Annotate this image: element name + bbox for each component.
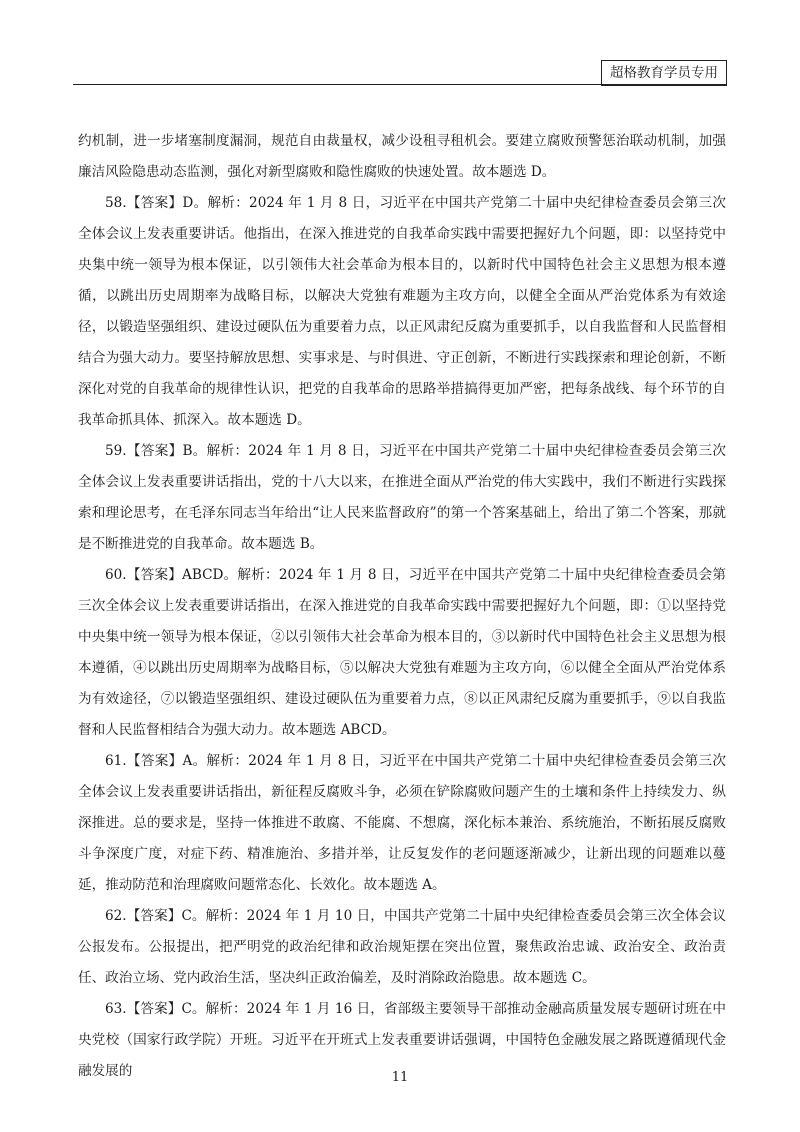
answer-63: 63.【答案】C。解析：2024 年 1 月 16 日，省部级主要领导干部推动金融高质量发展专题研讨班在中央党校（国家行政学院）开班。习近平在开班式上发表重要讲话强调，中国特色金融发展之路既遵循现代金融发展的	[78, 1001, 726, 1079]
answer-62: 62.【答案】C。解析：2024 年 1 月 10 日，中国共产党第二十届中央纪律检查委员会第三次全体会议公报发布。公报提出，把严明党的政治纪律和政治规矩摆在突出位置，聚焦政治忠诚、政治安全、政治责任、政治立场、党内政治生活，坚决纠正政治偏差，及时消除政治隐患。故本题选 C。	[78, 908, 726, 986]
header-rule	[73, 84, 727, 85]
answer-60: 60.【答案】ABCD。解析：2024 年 1 月 8 日，习近平在中国共产党第二十届中央纪律检查委员会第三次全体会议上发表重要讲话指出，在深入推进党的自我革命实践中需要把握好九个问题，即：①以坚持党中央集中统一领导为根本保证，②以引领伟大社会革命为根本目的，③以新时代中国特色社会主义思想为根本遵循，④以跳出历史周期率为战略目标，⑤以解决大党独有难题为主攻方向，⑥以健全全面从严治党体系为有效途径，⑦以锻造坚强组织、建设过硬队伍为重要着力点，⑧以正风肃纪反腐为重要抓手，⑨以自我监督和人民监督相结合为强大动力。故本题选 ABCD。	[78, 567, 726, 738]
answer-59: 59.【答案】B。解析：2024 年 1 月 8 日，习近平在中国共产党第二十届中央纪律检查委员会第三次全体会议上发表重要讲话指出，党的十八大以来，在推进全面从严治党的伟大实践中，我们不断进行实践探索和理论思考，在毛泽东同志当年给出“让人民来监督政府”的第一个答案基础上，给出了第二个答案，那就是不断推进党的自我革命。故本题选 B。	[78, 443, 726, 552]
paragraph-continuation: 约机制，进一步堵塞制度漏洞，规范自由裁量权，减少设租寻租机会。要建立腐败预警惩治联动机制，加强廉洁风险隐患动态监测，强化对新型腐败和隐性腐败的快速处置。故本题选 D。	[78, 133, 726, 180]
header-label: 超格教育学员专用	[610, 65, 718, 81]
page-number: 11	[391, 1070, 409, 1085]
answer-61: 61.【答案】A。解析：2024 年 1 月 8 日，习近平在中国共产党第二十届中央纪律检查委员会第三次全体会议上发表重要讲话指出，新征程反腐败斗争，必须在铲除腐败问题产生的土壤和条件上持续发力、纵深推进。总的要求是，坚持一体推进不敢腐、不能腐、不想腐，深化标本兼治、系统施治，不断拓展反腐败斗争深度广度，对症下药、精准施治、多措并举，让反复发作的老问题逐渐减少，让新出现的问题难以蔓延，推动防范和治理腐败问题常态化、长效化。故本题选 A。	[78, 753, 726, 893]
header-label-box	[601, 60, 727, 86]
document-body	[78, 126, 726, 1087]
answer-58: 58.【答案】D。解析：2024 年 1 月 8 日，习近平在中国共产党第二十届中央纪律检查委员会第三次全体会议上发表重要讲话。他指出，在深入推进党的自我革命实践中需要把握好九个问题，即：以坚持党中央集中统一领导为根本保证，以引领伟大社会革命为根本目的，以新时代中国特色社会主义思想为根本遵循，以跳出历史周期率为战略目标，以解决大党独有难题为主攻方向，以健全全面从严治党体系为有效途径，以锻造坚强组织、建设过硬队伍为重要着力点，以正风肃纪反腐为重要抓手，以自我监督和人民监督相结合为强大动力。要坚持解放思想、实事求是、与时俱进、守正创新，不断进行实践探索和理论创新，不断深化对党的自我革命的规律性认识，把党的自我革命的思路举措搞得更加严密，把每条战线、每个环节的自我革命抓具体、抓深入。故本题选 D。	[78, 195, 726, 428]
